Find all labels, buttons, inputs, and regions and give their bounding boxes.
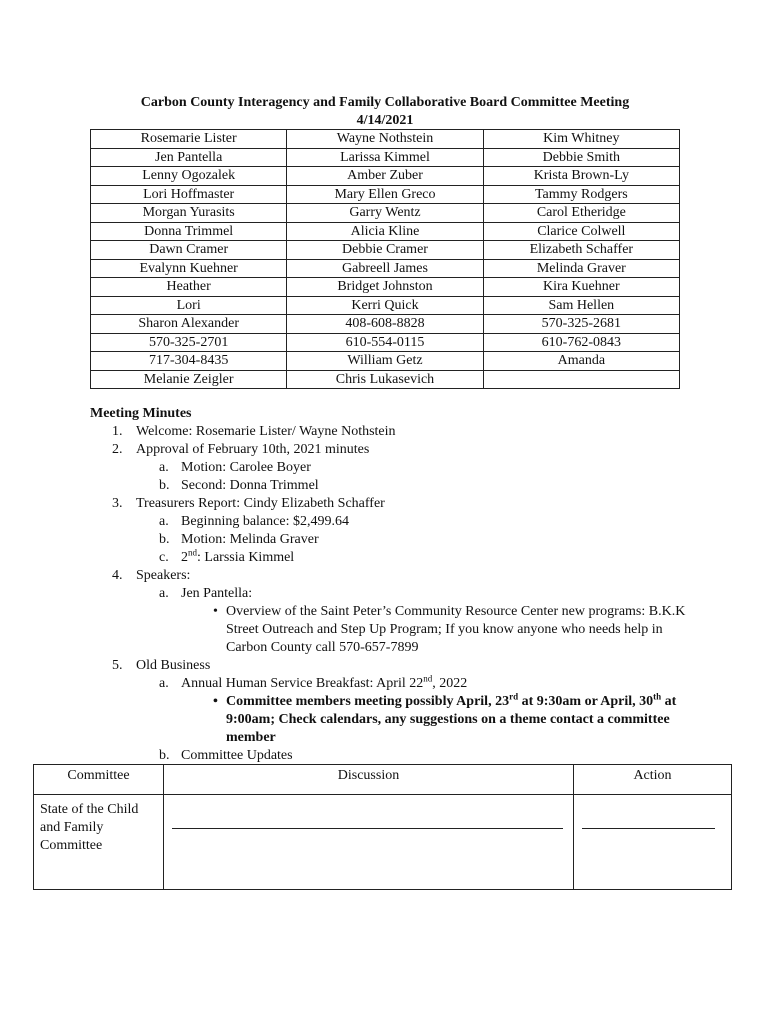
attendee-cell: Amber Zuber [287, 167, 483, 186]
attendee-cell: Sam Hellen [483, 296, 679, 315]
committee-name: State of the Child and Family Committee [34, 795, 164, 890]
attendee-cell: 570-325-2681 [483, 315, 679, 334]
list-item: 4. Speakers: [112, 568, 191, 583]
attendee-cell: Lenny Ogozalek [91, 167, 287, 186]
action-cell [574, 795, 732, 890]
attendee-cell: Rosemarie Lister [91, 130, 287, 149]
attendee-cell: Morgan Yurasits [91, 204, 287, 223]
table-row [91, 204, 680, 223]
attendee-cell: Lori [91, 296, 287, 315]
attendee-cell: Kim Whitney [483, 130, 679, 149]
attendee-cell: Jen Pantella [91, 148, 287, 167]
attendee-cell: Kerri Quick [287, 296, 483, 315]
table-row [91, 352, 680, 371]
attendee-cell: Clarice Colwell [483, 222, 679, 241]
minutes-heading: Meeting Minutes [90, 406, 192, 421]
attendee-cell: Amanda [483, 352, 679, 371]
attendee-cell: Larissa Kimmel [287, 148, 483, 167]
table-row [91, 259, 680, 278]
bullet-icon: • [213, 604, 218, 619]
attendee-cell: 408-608-8828 [287, 315, 483, 334]
attendee-cell: Mary Ellen Greco [287, 185, 483, 204]
attendee-cell: Kira Kuehner [483, 278, 679, 297]
table-row [91, 130, 680, 149]
column-header-discussion: Discussion [164, 765, 574, 795]
attendees-table [90, 129, 680, 389]
attendee-cell: Carol Etheridge [483, 204, 679, 223]
attendee-cell: Chris Lukasevich [287, 370, 483, 389]
attendee-cell: Debbie Cramer [287, 241, 483, 260]
attendee-cell: Krista Brown-Ly [483, 167, 679, 186]
attendee-cell: Tammy Rodgers [483, 185, 679, 204]
attendee-cell: 570-325-2701 [91, 333, 287, 352]
attendee-cell: 610-554-0115 [287, 333, 483, 352]
table-row [91, 241, 680, 260]
list-item: a. Annual Human Service Breakfast: April 22nd, 2022 [159, 673, 468, 691]
table-row [91, 370, 680, 389]
attendee-cell: Gabreell James [287, 259, 483, 278]
list-item: a. Jen Pantella: [159, 586, 253, 601]
table-row [91, 222, 680, 241]
list-item: b. Motion: Melinda Graver [159, 532, 319, 547]
table-row [91, 278, 680, 297]
attendee-cell: Melinda Graver [483, 259, 679, 278]
table-row [91, 185, 680, 204]
action-line [582, 828, 715, 829]
attendee-cell: Elizabeth Schaffer [483, 241, 679, 260]
discussion-cell [164, 795, 574, 890]
attendee-cell: 610-762-0843 [483, 333, 679, 352]
table-row [91, 333, 680, 352]
bullet-icon: • [213, 694, 218, 709]
list-item: 2. Approval of February 10th, 2021 minutes [112, 442, 370, 457]
attendee-cell: Melanie Zeigler [91, 370, 287, 389]
column-header-committee: Committee [34, 765, 164, 795]
list-item: 5. Old Business [112, 658, 211, 673]
list-item: b. Second: Donna Trimmel [159, 478, 319, 493]
list-item: 1. Welcome: Rosemarie Lister/ Wayne Nothstein [112, 424, 396, 439]
document-title [90, 94, 680, 130]
attendee-cell: Wayne Nothstein [287, 130, 483, 149]
attendee-cell [483, 370, 679, 389]
table-row [91, 315, 680, 334]
list-item: 3. Treasurers Report: Cindy Elizabeth Schaffer [112, 496, 385, 511]
table-row [91, 167, 680, 186]
attendee-cell: Garry Wentz [287, 204, 483, 223]
table-row [91, 296, 680, 315]
attendee-cell: Donna Trimmel [91, 222, 287, 241]
attendee-cell: Alicia Kline [287, 222, 483, 241]
table-row [91, 148, 680, 167]
list-item: • Committee members meeting possibly April, 23rd at 9:30am or April, 30th at 9:00am; Check calendars, any suggestions on a theme contact a committee member [213, 691, 677, 745]
attendee-cell: Dawn Cramer [91, 241, 287, 260]
list-item: a. Motion: Carolee Boyer [159, 460, 311, 475]
attendee-cell: Bridget Johnston [287, 278, 483, 297]
attendee-cell: 717-304-8435 [91, 352, 287, 371]
list-item: b. Committee Updates [159, 748, 293, 763]
meeting-title: Carbon County Interagency and Family Collaborative Board Committee Meeting [140, 95, 630, 110]
meeting-minutes [90, 405, 730, 765]
attendee-cell: William Getz [287, 352, 483, 371]
list-item: • Overview of the Saint Peter’s Community Resource Center new programs: B.K.K Street Outreach and Step Up Program; If you know anyone who needs help in Carbon County call 570-657-7899 [213, 604, 686, 655]
committee-updates-table [33, 764, 732, 890]
discussion-line [172, 828, 563, 829]
attendee-cell: Heather [91, 278, 287, 297]
attendee-cell: Lori Hoffmaster [91, 185, 287, 204]
meeting-date: 4/14/2021 [356, 113, 414, 128]
attendee-cell: Evalynn Kuehner [91, 259, 287, 278]
list-item: a. Beginning balance: $2,499.64 [159, 514, 349, 529]
list-item: c. 2nd: Larssia Kimmel [159, 547, 295, 565]
attendee-cell: Debbie Smith [483, 148, 679, 167]
column-header-action: Action [574, 765, 732, 795]
attendee-cell: Sharon Alexander [91, 315, 287, 334]
